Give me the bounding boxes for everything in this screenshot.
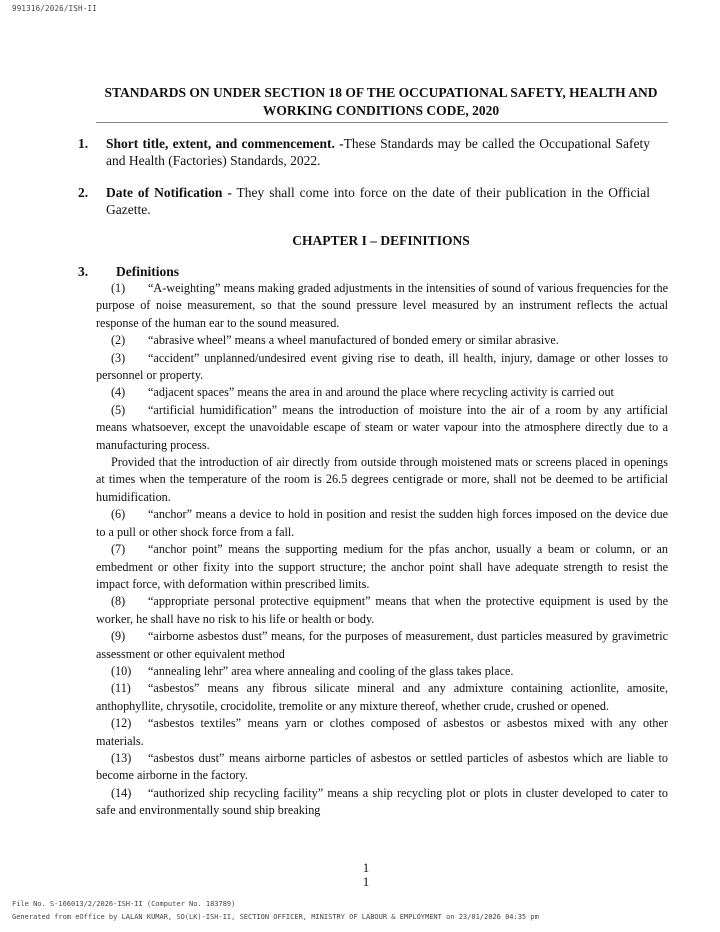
definition-item bbox=[96, 785, 668, 820]
chapter-title: CHAPTER I – DEFINITIONS bbox=[292, 233, 470, 248]
definition-number: (8) bbox=[111, 594, 126, 609]
definition-item bbox=[96, 332, 668, 349]
definition-number: (6) bbox=[111, 507, 126, 522]
section-heading: Definitions bbox=[116, 264, 180, 279]
footer-file-number: File No. S-166013/2/2026-ISH-II (Computer No. 183789) bbox=[12, 900, 236, 908]
definition-number: (12) bbox=[111, 716, 132, 731]
document-title: STANDARDS ON UNDER SECTION 18 OF THE OCCUPATIONAL SAFETY, HEALTH AND WORKING CONDITIONS CODE, 2020 bbox=[104, 85, 658, 118]
definition-text: “anchor” means a device to hold in position and resist the sudden high forces imposed on the device due to a pull or other shock force from a fall. bbox=[96, 507, 668, 539]
definition-text: “artificial humidification” means the introduction of moisture into the air of a room by any artificial means whatsoever, except the unavoidable escape of steam or water vapour into the atmosphere directly due to a manufacturing process. bbox=[96, 402, 668, 452]
definition-text: “airborne asbestos dust” means, for the purposes of measurement, dust particles measured by gravimetric assessment or other equivalent method bbox=[96, 629, 668, 661]
definition-item bbox=[96, 541, 668, 593]
definition-item bbox=[96, 715, 668, 750]
definition-text: “asbestos textiles” means yarn or clothes composed of asbestos or asbestos mixed with any other materials. bbox=[96, 716, 668, 748]
definition-item bbox=[96, 280, 668, 332]
section-heading: Date of Notification - bbox=[106, 185, 232, 200]
title-divider bbox=[96, 122, 668, 123]
definition-number: (4) bbox=[111, 385, 126, 400]
definition-number: (2) bbox=[111, 333, 126, 348]
definition-number: (10) bbox=[111, 663, 132, 678]
definition-item bbox=[96, 680, 668, 715]
definition-text: “A-weighting” means making graded adjustments in the intensities of sound of various frequencies for the purpose of noise measurement, so that the sound pressure level measured by an instrument reflects the actual response of the human ear to the sound measured. bbox=[96, 281, 668, 330]
definition-number: (11) bbox=[111, 681, 131, 696]
definition-item bbox=[96, 350, 668, 385]
definition-text: “accident” unplanned/undesired event giving rise to death, ill health, injury, damage or other losses to personnel or property. bbox=[96, 350, 668, 383]
definition-item bbox=[96, 402, 668, 454]
page-number: 1 bbox=[362, 860, 370, 875]
section-number: 2. bbox=[78, 185, 89, 200]
definition-number: (9) bbox=[111, 629, 126, 644]
section-heading: Short title, extent, and commencement. - bbox=[106, 136, 344, 151]
definition-text: “asbestos” means any fibrous silicate mineral and any admixture containing actionlite, amosite, anthophyllite, chrysotile, crocidolite, tremolite or any mixture thereof, whether crude, crushed or opened. bbox=[96, 681, 668, 713]
section-2 bbox=[78, 184, 650, 218]
section-1 bbox=[78, 135, 650, 169]
definition-text: “appropriate personal protective equipment” means that when the protective equipment is used by the worker, he shall have no risk to his life or health or body. bbox=[96, 594, 668, 626]
definition-item bbox=[96, 506, 668, 541]
section-number: 1. bbox=[78, 136, 89, 151]
definition-item bbox=[96, 384, 668, 401]
definition-text: “anchor point” means the supporting medium for the pfas anchor, usually a beam or column, or an embedment or other fixity into the support structure; the anchor point shall have adequate strength to resist the impact force, with deformation within prescribed limits. bbox=[96, 542, 668, 591]
definition-text: “adjacent spaces” means the area in and around the place where recycling activity is carried out bbox=[148, 385, 614, 400]
definition-number: (5) bbox=[111, 402, 126, 417]
document-reference: 991316/2026/ISH-II bbox=[12, 4, 97, 13]
definition-text: “asbestos dust” means airborne particles of asbestos or settled particles of asbestos which are liable to become airborne in the factory. bbox=[96, 750, 668, 783]
section-text: They shall come into force on the date of their publication in the Official Gazette. bbox=[106, 185, 650, 217]
definition-text: “authorized ship recycling facility” means a ship recycling plot or plots in cluster developed to cater to safe and environmentally sound ship breaking bbox=[96, 785, 668, 818]
definition-number: (1) bbox=[111, 281, 126, 295]
definition-text: “abrasive wheel” means a wheel manufactured of bonded emery or similar abrasive. bbox=[148, 333, 559, 348]
definitions-list bbox=[96, 280, 668, 820]
definitions-heading bbox=[78, 264, 180, 280]
definition-number: (3) bbox=[111, 350, 126, 365]
definition-item bbox=[96, 663, 668, 680]
section-text: These Standards may be called the Occupational Safety and Health (Factories) Standards, 2022. bbox=[106, 136, 650, 168]
proviso-paragraph: Provided that the introduction of air directly from outside through moistened mats or screens placed in openings at times when the temperature of the room is 26.5 degrees centigrade or more, shall not be deemed to be artificial humidification. bbox=[96, 455, 668, 504]
definition-number: (13) bbox=[111, 750, 132, 765]
definition-item bbox=[96, 593, 668, 628]
section-number: 3. bbox=[78, 264, 89, 279]
page-number: 1 bbox=[362, 874, 370, 889]
footer-generated-info: Generated from eOffice by LALAN KUMAR, SO(LK)-ISH-II, SECTION OFFICER, MINISTRY OF LABOUR & EMPLOYMENT on 23/01/2026 04:35 pm bbox=[12, 913, 539, 921]
definition-item bbox=[96, 628, 668, 663]
definition-item bbox=[96, 750, 668, 785]
definition-text: “annealing lehr” area where annealing and cooling of the glass takes place. bbox=[148, 663, 514, 678]
definition-number: (14) bbox=[111, 785, 132, 800]
definition-number: (7) bbox=[111, 542, 126, 557]
